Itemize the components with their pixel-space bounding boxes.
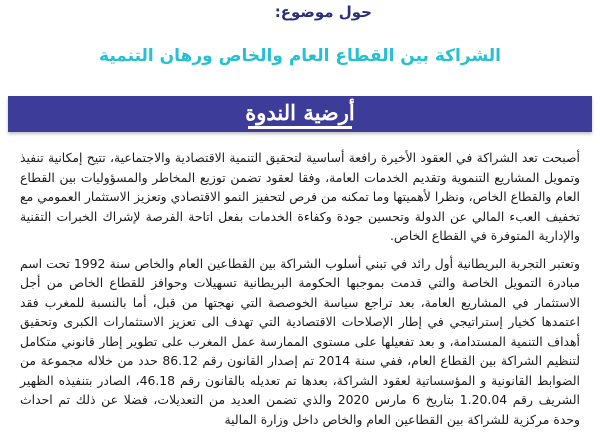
paragraph-history: وتعتبر التجربة البريطانية أول رائد في تبني أسلوب الشراكة بين القطاعين العام والخاص سنة 1992 تحت اسم مبادرة التمويل الخاصة والتي قدمت بموجبها الحكومة البريطانية تسهيلات وحوافز للقطاع الخاص من أجل الاستثمار في المشاريع العامة، بعد تراجع سياسة الخوصصة التي نهجتها من قبل، أما بالنسبة للمغرب فقد اعتمدها كخيار إستراتيجي في إطار الإصلاحات الاقتصادية التي تهدف الى تعزيز الاستثمارات الكبرى وتحقيق أهداف التنمية المستدامة، و بعد تفعيلها على مستوى الممارسة عمل المغرب على تطوير إطار قانوني متكامل لتنظيم الشراكة بين القطاع العام، ففي سنة 2014 تم إصدار القانون رقم 86.12 حدد من خلاله مجموعة من الضوابط القانونية و المؤسساتية لعقود الشراكة، بعدها تم تعديله بالقانون رقم 46.18، الصادر بتنفيذه الظهير الشريف رقم 1.20.04 بتاريخ 6 مارس 2020 والذي تضمن العديد من التعديلات، فضلا عن ذلك تم احداث وحدة مركزية للشراكة بين القطاعين العام والخاص داخل وزارة المالية <box>20 255 581 427</box>
seminar-subtitle: الشراكة بين القطاع العام والخاص ورهان التنمية <box>99 46 501 66</box>
header-area <box>0 0 600 90</box>
section-title: أرضية الندوة <box>245 100 355 125</box>
title-underline <box>248 126 352 129</box>
body-text <box>20 148 580 437</box>
topic-kicker: حول موضوع: <box>274 3 372 21</box>
paragraph-intro: أصبحت تعد الشراكة في العقود الأخيرة رافعة أساسية لتحقيق التنمية الاقتصادية والاجتماعية، تتيح إمكانية تنفيذ وتمويل المشاريع التنموية وتقديم الخدمات العامة، وفقا لعقود تضمن توزيع المخاطر والمسؤوليات بين القطاع العام والقطاع الخاص، ونظرا لأهميتها وما تمكنه من فرص لتحفيز النمو الاقتصادي وتعزيز الاستثمار العمومي مع تخفيف العبء المالي عن الدولة وتحسين جودة وكفاءة الخدمات بفعل اتاحة الفرصة لإشراك الخبرات التقنية والإدارية المتوفرة في القطاع الخاص. <box>20 150 580 243</box>
